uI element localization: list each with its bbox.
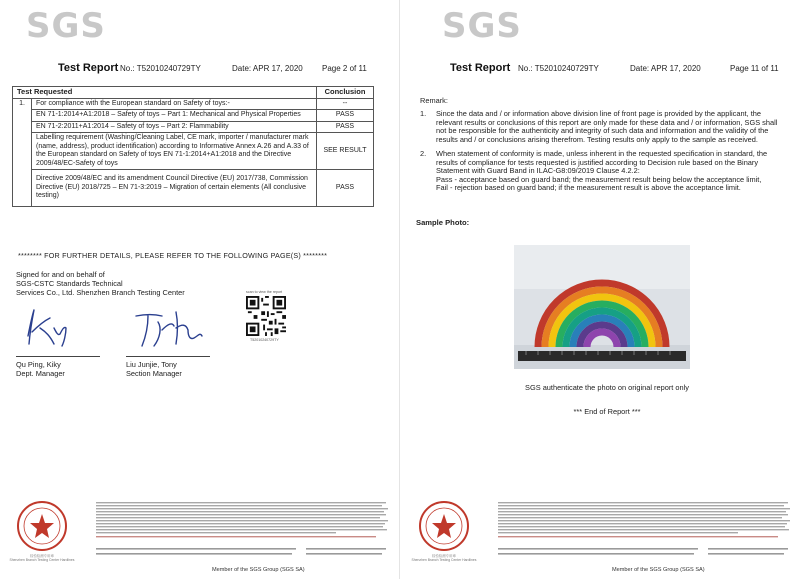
table-header-row	[13, 87, 374, 99]
page-number: Page 2 of 11	[322, 64, 367, 73]
signature-line	[16, 356, 100, 357]
test-description: Directive 2009/48/EC and its amendment Council Directive (EU) 2017/738, Commission Directive (EU) 2018/725 – EN 71-3:2019 – Migration of certain elements (All conclusive testing)	[32, 170, 317, 207]
sample-photo-label: Sample Photo:	[416, 218, 470, 227]
signed-on-behalf	[16, 270, 185, 297]
test-description: Labelling requirement (Washing/Cleaning Label, CE mark, importer / manufacturer mark (name, address), product identification) according to Informative Annex A.26 and A.33 of the European standard on Safety of toys EN 71-1:2014+A1:2018 and the Directive 2009/48/EC-Safety of toys	[32, 133, 317, 170]
signer-title: Section Manager	[126, 369, 182, 378]
end-of-report: *** End of Report ***	[573, 407, 641, 416]
report-title: Test Report	[58, 62, 119, 74]
remark-line: results of compliance for tests requested is justified according to Decision rule based on the Binary	[436, 157, 759, 167]
fine-print-terms	[498, 502, 792, 542]
test-conclusion: --	[317, 98, 374, 110]
remark-line: Statement with Guard Band in ILAC-G8:09/2019 Clause 4.2.2:	[436, 166, 640, 176]
table-row	[13, 110, 374, 122]
test-requested-table	[12, 86, 374, 207]
page-number: Page 11 of 11	[730, 64, 779, 73]
test-description: EN 71-2:2011+A1:2014 – Safety of toys – Part 2: Flammability	[32, 121, 317, 133]
page-divider	[399, 0, 400, 579]
seal-caption-line: 检验检测专用章	[432, 554, 456, 558]
test-conclusion: PASS	[317, 170, 374, 207]
fine-print-terms	[96, 502, 390, 542]
signer-name: Liu Junjie, Tony	[126, 360, 177, 369]
remark-line: Since the data and / or information above division line of front page is provided by the applicant, the	[436, 109, 761, 118]
remark-text	[436, 150, 796, 193]
signer-title: Dept. Manager	[16, 369, 65, 378]
seal-caption-line: Shenzhen Branch Testing Center Hardlines	[9, 558, 75, 562]
qr-code-icon[interactable]	[246, 296, 286, 336]
column-test-requested: Test Requested	[13, 87, 317, 99]
remark-line: Fail - rejection based on guard band; if the measurement result is above the acceptance limit.	[436, 183, 741, 193]
seal-caption-line: Shenzhen Branch Testing Center Hardlines	[411, 558, 477, 562]
report-number: No.: T52010240729TY	[120, 64, 201, 73]
signed-line: SGS-CSTC Standards Technical	[16, 279, 123, 288]
further-details-note: ******** FOR FURTHER DETAILS, PLEASE REFER TO THE FOLLOWING PAGE(S) ********	[18, 251, 328, 260]
remark-label: Remark:	[420, 96, 448, 105]
table-row	[13, 121, 374, 133]
signature-tony	[132, 306, 206, 350]
signed-line: Signed for and on behalf of	[16, 270, 105, 279]
qr-caption: scan to view the report	[246, 290, 283, 294]
sgs-logo: SGS	[26, 6, 106, 46]
sgs-seal-icon	[418, 500, 470, 552]
table-row	[13, 133, 374, 170]
remark-line: relevant results or conclusions of this report are only made for these data and / or information, SGS shall	[436, 117, 778, 127]
remark-number: 1.	[420, 109, 427, 118]
sgs-logo: SGS	[442, 6, 522, 46]
report-date: Date: APR 17, 2020	[630, 64, 701, 73]
column-conclusion: Conclusion	[317, 87, 374, 99]
test-conclusion: PASS	[317, 121, 374, 133]
table-row	[13, 170, 374, 207]
report-title: Test Report	[450, 62, 511, 74]
remark-line: not be responsible for the authenticity and integrity of such data and information and the validity of the	[436, 126, 769, 136]
row-number: 1.	[13, 98, 32, 207]
remark-line: When statement of conformity is made, unless inherent in the requested specification in standard, the	[436, 149, 768, 158]
seal-caption-line: 检验检测专用章	[30, 554, 54, 558]
test-description: EN 71-1:2014+A1:2018 – Safety of toys – Part 1: Mechanical and Physical Properties	[32, 110, 317, 122]
signer-name: Qu Ping, Kiky	[16, 360, 61, 369]
seal-caption	[8, 554, 76, 562]
remark-line: Pass - acceptance based on guard band; the measurement result being below the acceptance limit,	[436, 174, 762, 184]
signer-tony	[126, 360, 182, 378]
remark-text	[436, 110, 796, 144]
remark-line: results and / or conclusions arising therefrom. Testing results only apply to the sample as received.	[436, 134, 758, 144]
seal-caption	[410, 554, 478, 562]
table-row	[13, 98, 374, 110]
member-of-sgs-group: Member of the SGS Group (SGS SA)	[612, 567, 705, 573]
signed-line: Services Co., Ltd. Shenzhen Branch Testing Center	[16, 288, 185, 297]
test-conclusion: PASS	[317, 110, 374, 122]
member-of-sgs-group: Member of the SGS Group (SGS SA)	[212, 567, 305, 573]
report-number: No.: T52010240729TY	[518, 64, 599, 73]
address-lines	[96, 547, 390, 561]
sample-photo-rainbow	[514, 245, 690, 369]
test-conclusion: SEE RESULT	[317, 133, 374, 170]
signature-line	[126, 356, 210, 357]
remark-number: 2.	[420, 149, 427, 158]
photo-authentication-note: SGS authenticate the photo on original report only	[525, 383, 689, 392]
test-description: For compliance with the European standard on Safety of toys:-	[32, 98, 317, 110]
address-lines	[498, 547, 792, 561]
signature-kiky	[20, 306, 78, 348]
qr-report-number: T52010240729TY	[250, 338, 279, 342]
signer-kiky	[16, 360, 65, 378]
sgs-seal-icon	[16, 500, 68, 552]
report-date: Date: APR 17, 2020	[232, 64, 303, 73]
